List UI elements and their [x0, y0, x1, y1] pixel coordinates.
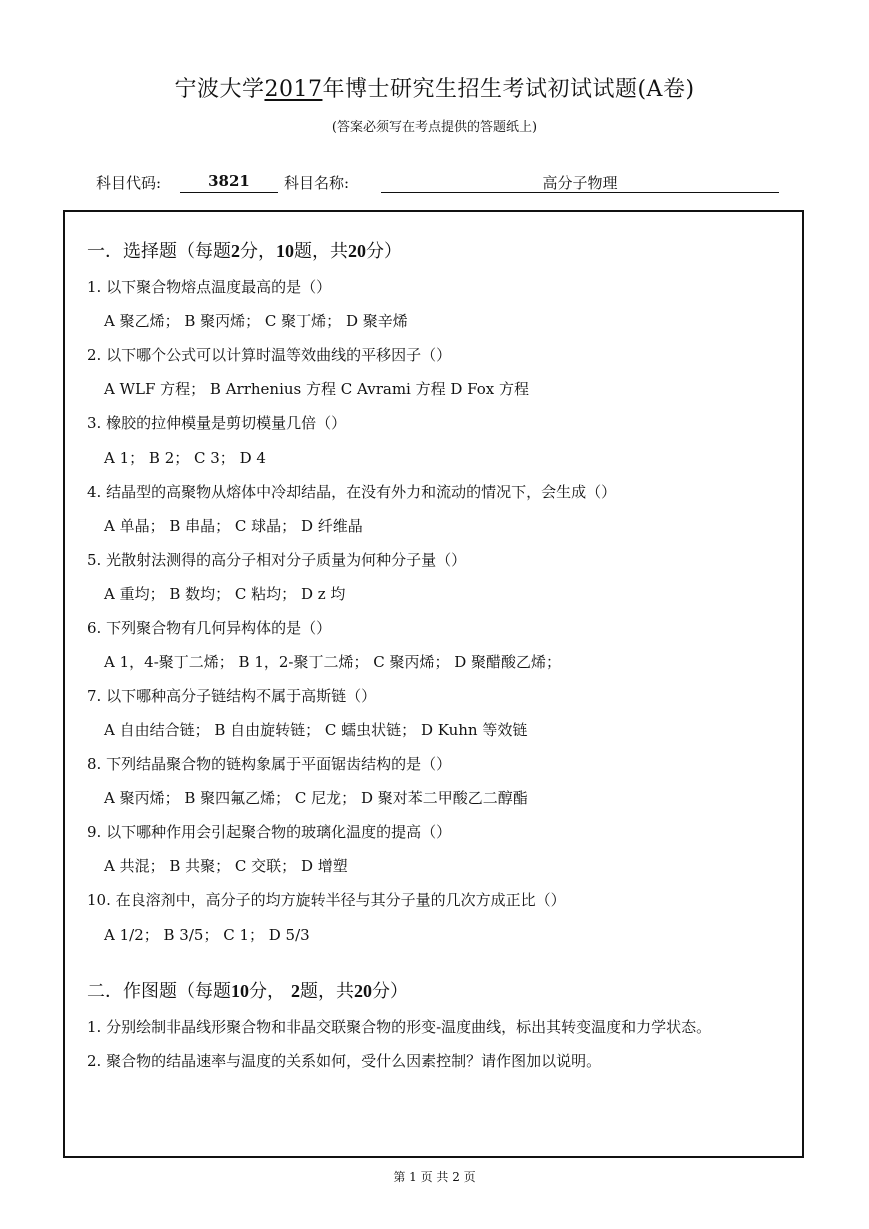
- subject-code: 3821: [180, 172, 278, 193]
- question-7: 7. 以下哪种高分子链结构不属于高斯链（）: [87, 687, 377, 705]
- question-9: 9. 以下哪种作用会引起聚合物的玻璃化温度的提高（）: [87, 823, 452, 841]
- title-suffix: 年博士研究生招生考试初试试题(A卷): [322, 77, 695, 102]
- question-10-options: A 1/2； B 3/5； C 1； D 5/3: [104, 926, 310, 944]
- question-6: 6. 下列聚合物有几何异构体的是（）: [87, 619, 332, 637]
- exam-title: [0, 72, 869, 103]
- question-1: 1. 以下聚合物熔点温度最高的是（）: [87, 278, 332, 296]
- question-8: 8. 下列结晶聚合物的链构象属于平面锯齿结构的是（）: [87, 755, 452, 773]
- title-prefix: 宁波大学: [174, 77, 265, 102]
- title-year: 2017: [264, 77, 323, 102]
- question-2: 2. 以下哪个公式可以计算时温等效曲线的平移因子（）: [87, 346, 452, 364]
- section1-heading: 一．选择题（每题2分，10题，共20分）: [87, 241, 402, 262]
- question-8-options: A 聚丙烯； B 聚四氟乙烯； C 尼龙； D 聚对苯二甲酸乙二醇酯: [104, 789, 528, 807]
- subject-name: 高分子物理: [381, 172, 779, 193]
- drawing-question-1: 1. 分别绘制非晶线形聚合物和非晶交联聚合物的形变-温度曲线，标出其转变温度和力学状态。: [87, 1018, 712, 1036]
- subject-code-label: 科目代码:: [96, 174, 162, 192]
- question-9-options: A 共混； B 共聚； C 交联； D 增塑: [104, 857, 348, 875]
- question-2-options: A WLF 方程； B Arrhenius 方程 C Avrami 方程 D Fox 方程: [104, 380, 530, 398]
- question-5-options: A 重均； B 数均； C 粘均； D z 均: [104, 585, 346, 603]
- question-3-options: A 1； B 2； C 3； D 4: [104, 449, 266, 467]
- drawing-question-2: 2. 聚合物的结晶速率与温度的关系如何，受什么因素控制？请作图加以说明。: [87, 1052, 602, 1070]
- exam-subtitle: (答案必须写在考点提供的答题纸上): [331, 120, 538, 135]
- question-6-options: A 1，4-聚丁二烯； B 1，2-聚丁二烯； C 聚丙烯； D 聚醋酸乙烯；: [104, 653, 562, 671]
- section2-heading: 二．作图题（每题10分， 2题，共20分）: [87, 981, 408, 1002]
- question-3: 3. 橡胶的拉伸模量是剪切模量几倍（）: [87, 414, 347, 432]
- question-4-options: A 单晶； B 串晶； C 球晶； D 纤维晶: [104, 517, 363, 535]
- subject-row: [96, 172, 786, 196]
- subject-name-label: 科目名称:: [284, 174, 350, 192]
- question-1-options: A 聚乙烯； B 聚丙烯； C 聚丁烯； D 聚辛烯: [104, 312, 408, 330]
- question-4: 4. 结晶型的高聚物从熔体中冷却结晶，在没有外力和流动的情况下，会生成（）: [87, 483, 617, 501]
- question-10: 10. 在良溶剂中，高分子的均方旋转半径与其分子量的几次方成正比（）: [87, 891, 566, 909]
- question-7-options: A 自由结合链； B 自由旋转链； C 蠕虫状链； D Kuhn 等效链: [104, 721, 528, 739]
- page-number: 第 1 页 共 2 页: [393, 1170, 476, 1184]
- question-5: 5. 光散射法测得的高分子相对分子质量为何种分子量（）: [87, 551, 467, 569]
